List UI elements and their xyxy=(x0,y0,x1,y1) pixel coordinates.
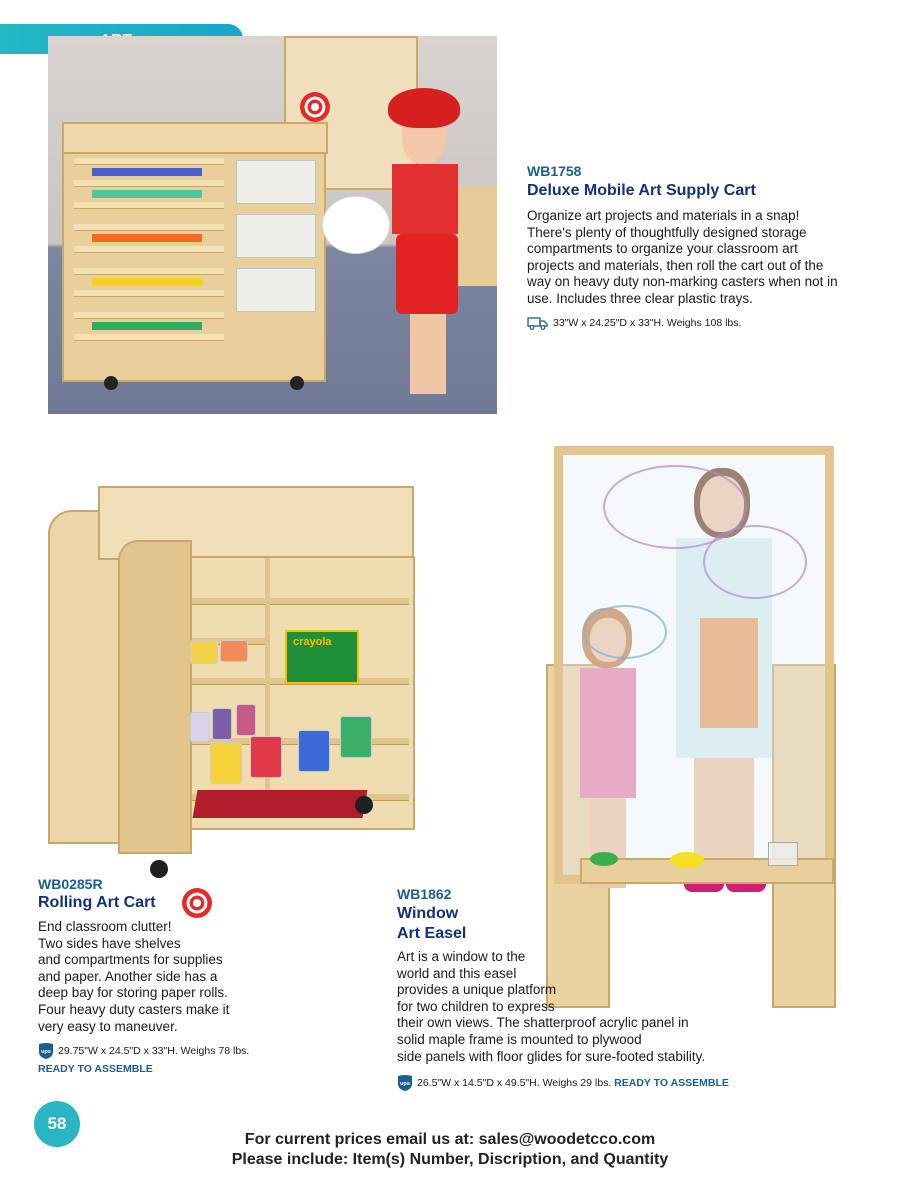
footer-contact-line: For current prices email us at: sales@woodetcco.com xyxy=(244,1131,656,1148)
swirl-logo-icon xyxy=(300,92,330,122)
easel-paint-tray xyxy=(580,858,834,884)
swirl-logo-icon xyxy=(182,888,212,918)
truck-icon xyxy=(527,316,549,330)
crayon-box xyxy=(285,630,359,684)
footer-instructions-line: Please include: Item(s) Number, Discription, and Quantity xyxy=(231,1151,669,1168)
specs-text-wb1862: 26.5"W x 14.5"D x 49.5"H. Weighs 29 lbs. xyxy=(417,1076,612,1089)
product-photo-wb0285r xyxy=(40,480,420,870)
product-specs-wb1758 xyxy=(527,316,847,330)
art-supply-cart xyxy=(62,148,326,382)
specs-text-wb0285r: 29.75"W x 24.5"D x 33"H. Weighs 78 lbs. xyxy=(58,1044,250,1057)
paint-palette xyxy=(322,196,390,254)
product-name-wb1862: Window Art Easel xyxy=(397,905,467,942)
product-name-wb1758: Deluxe Mobile Art Supply Cart xyxy=(527,182,756,199)
product-photo-wb1862 xyxy=(520,438,872,1008)
red-paper-stack xyxy=(193,790,368,818)
ready-to-assemble-wb1862: READY TO ASSEMBLE xyxy=(614,1076,729,1089)
product-photo-wb1758 xyxy=(48,36,497,414)
ups-icon xyxy=(38,1042,54,1060)
page-number: 58 xyxy=(34,1101,80,1147)
product-description-wb1758: Organize art projects and materials in a snap! There's plenty of thoughtfully designed storage compartments to organize your classroom art projects and materials, then roll the cart out of the way on heavy duty non-marking casters when not in use. Includes three clear plastic trays. xyxy=(527,208,838,306)
ready-to-assemble-wb0285r: READY TO ASSEMBLE xyxy=(38,1063,153,1075)
child-artist xyxy=(370,88,480,408)
easel-window-frame xyxy=(554,446,834,884)
svg-text:ups: ups xyxy=(400,1081,410,1087)
svg-text:ups: ups xyxy=(41,1049,51,1055)
product-name-wb0285r: Rolling Art Cart xyxy=(38,894,156,911)
product-specs-wb1862 xyxy=(397,1074,757,1092)
sku-wb1862: WB1862 xyxy=(397,886,452,902)
crayon-box-label: crayola xyxy=(293,636,332,648)
product-description-wb1862: Art is a window to the world and this easel provides a unique platform for two children to express their own views. The shatterproof acrylic panel in solid maple frame is mounted to plywood side panels with floor glides for sure-footed stability. xyxy=(397,949,706,1064)
sku-wb0285r: WB0285R xyxy=(38,876,103,892)
ups-icon xyxy=(397,1074,413,1092)
product-description-wb0285r: End classroom clutter! Two sides have shelves and compartments for supplies and paper. Another side has a deep bay for storing paper rolls. Four heavy duty casters make it very easy to maneuver. xyxy=(38,919,230,1034)
product-specs-wb0285r xyxy=(38,1042,298,1075)
sku-wb1758: WB1758 xyxy=(527,163,582,179)
specs-text-wb1758: 33"W x 24.25"D x 33"H. Weighs 108 lbs. xyxy=(553,316,742,329)
